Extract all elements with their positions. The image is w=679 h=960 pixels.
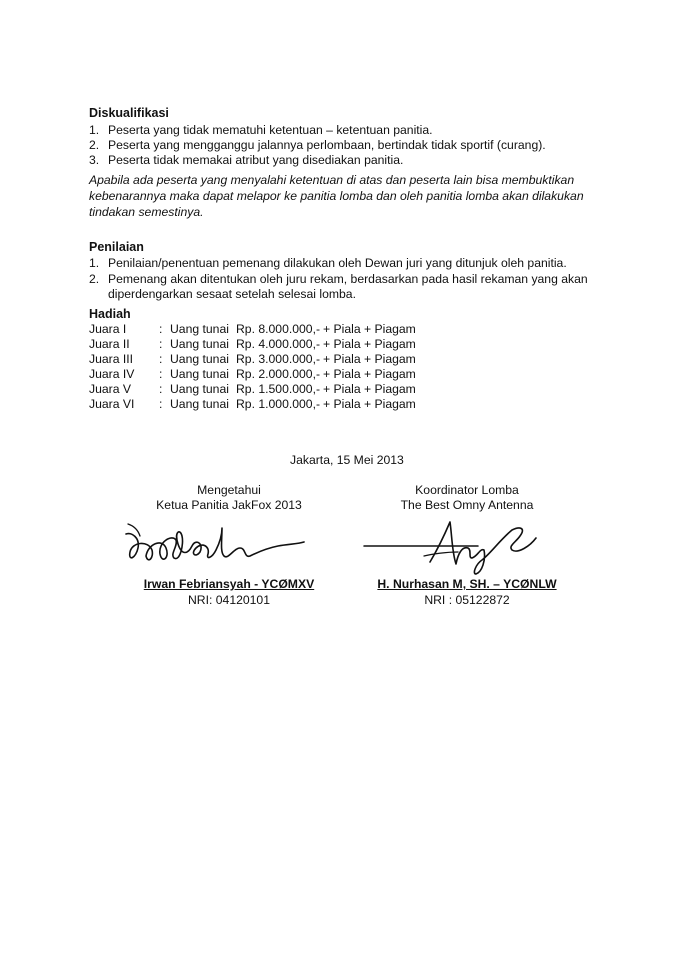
disqualification-note-line: tindakan semestinya. bbox=[89, 205, 204, 219]
place-date: Jakarta, 15 Mei 2013 bbox=[290, 453, 404, 467]
list-text: Peserta yang tidak mematuhi ketentuan – ketentuan panitia. bbox=[108, 123, 433, 137]
disqualification-item bbox=[89, 152, 403, 168]
prize-amount: Rp. 4.000.000,- bbox=[236, 337, 321, 351]
disqualification-note-line: kebenarannya maka dapat melapor ke panitia lomba dan oleh panitia lomba akan dilakukan bbox=[89, 189, 584, 203]
left-signatory-nri: NRI: 04120101 bbox=[188, 593, 270, 607]
prize-type: Uang tunai bbox=[170, 382, 229, 396]
prize-extra: + Piala + Piagam bbox=[323, 322, 416, 336]
prize-separator: : bbox=[159, 337, 163, 351]
assessment-item bbox=[89, 271, 588, 287]
prize-type: Uang tunai bbox=[170, 322, 229, 336]
left-signatory-name: Irwan Febriansyah - YCØMXV bbox=[143, 577, 315, 591]
prize-extra: + Piala + Piagam bbox=[323, 352, 416, 366]
list-text: Peserta yang mengganggu jalannya perlombaan, bertindak tidak sportif (curang). bbox=[108, 138, 546, 152]
left-signatory-position: Ketua Panitia JakFox 2013 bbox=[156, 498, 302, 512]
prize-amount: Rp. 1.000.000,- bbox=[236, 397, 321, 411]
assessment-item-continuation: diperdengarkan sesaat setelah selesai lomba. bbox=[108, 287, 356, 301]
prize-amount: Rp. 8.000.000,- bbox=[236, 322, 321, 336]
right-signatory-name: H. Nurhasan M, SH. – YCØNLW bbox=[377, 577, 557, 591]
right-signatory-position: The Best Omny Antenna bbox=[400, 498, 534, 512]
list-number: 1. bbox=[89, 256, 100, 270]
assessment-item bbox=[89, 255, 567, 271]
assessment-heading: Penilaian bbox=[89, 240, 144, 254]
prize-amount: Rp. 2.000.000,- bbox=[236, 367, 321, 381]
prize-separator: : bbox=[159, 397, 163, 411]
prize-type: Uang tunai bbox=[170, 367, 229, 381]
prize-rank: Juara III bbox=[89, 352, 134, 366]
list-text: Peserta tidak memakai atribut yang disediakan panitia. bbox=[108, 153, 404, 167]
prize-separator: : bbox=[159, 322, 163, 336]
list-number: 3. bbox=[89, 153, 100, 167]
right-signature-image bbox=[360, 516, 550, 578]
list-number: 1. bbox=[89, 123, 100, 137]
list-number: 2. bbox=[89, 272, 100, 286]
prize-extra: + Piala + Piagam bbox=[323, 397, 416, 411]
prize-extra: + Piala + Piagam bbox=[323, 367, 416, 381]
prize-extra: + Piala + Piagam bbox=[323, 337, 416, 351]
list-text: Penilaian/penentuan pemenang dilakukan oleh Dewan juri yang ditunjuk oleh panitia. bbox=[108, 256, 567, 270]
prize-extra: + Piala + Piagam bbox=[323, 382, 416, 396]
right-signatory-role: Koordinator Lomba bbox=[415, 483, 519, 497]
prize-amount: Rp. 3.000.000,- bbox=[236, 352, 321, 366]
prize-rank: Juara I bbox=[89, 322, 127, 336]
disqualification-item bbox=[89, 137, 546, 153]
prize-separator: : bbox=[159, 367, 163, 381]
prize-rank: Juara IV bbox=[89, 367, 135, 381]
prize-rank: Juara VI bbox=[89, 397, 135, 411]
prize-type: Uang tunai bbox=[170, 397, 229, 411]
list-text: Pemenang akan ditentukan oleh juru rekam, berdasarkan pada hasil rekaman yang akan bbox=[108, 272, 588, 286]
right-signatory-nri: NRI : 05122872 bbox=[424, 593, 510, 607]
left-signature-image bbox=[118, 514, 308, 576]
prize-type: Uang tunai bbox=[170, 352, 229, 366]
prize-amount: Rp. 1.500.000,- bbox=[236, 382, 321, 396]
list-number: 2. bbox=[89, 138, 100, 152]
disqualification-heading: Diskualifikasi bbox=[89, 106, 169, 120]
disqualification-note-line: Apabila ada peserta yang menyalahi ketentuan di atas dan peserta lain bisa membuktikan bbox=[89, 173, 575, 187]
prize-separator: : bbox=[159, 352, 163, 366]
left-signatory-role: Mengetahui bbox=[197, 483, 261, 497]
prize-rank: Juara V bbox=[89, 382, 132, 396]
prize-separator: : bbox=[159, 382, 163, 396]
prize-type: Uang tunai bbox=[170, 337, 229, 351]
prizes-heading: Hadiah bbox=[89, 307, 131, 321]
disqualification-item bbox=[89, 122, 433, 138]
prize-rank: Juara II bbox=[89, 337, 130, 351]
